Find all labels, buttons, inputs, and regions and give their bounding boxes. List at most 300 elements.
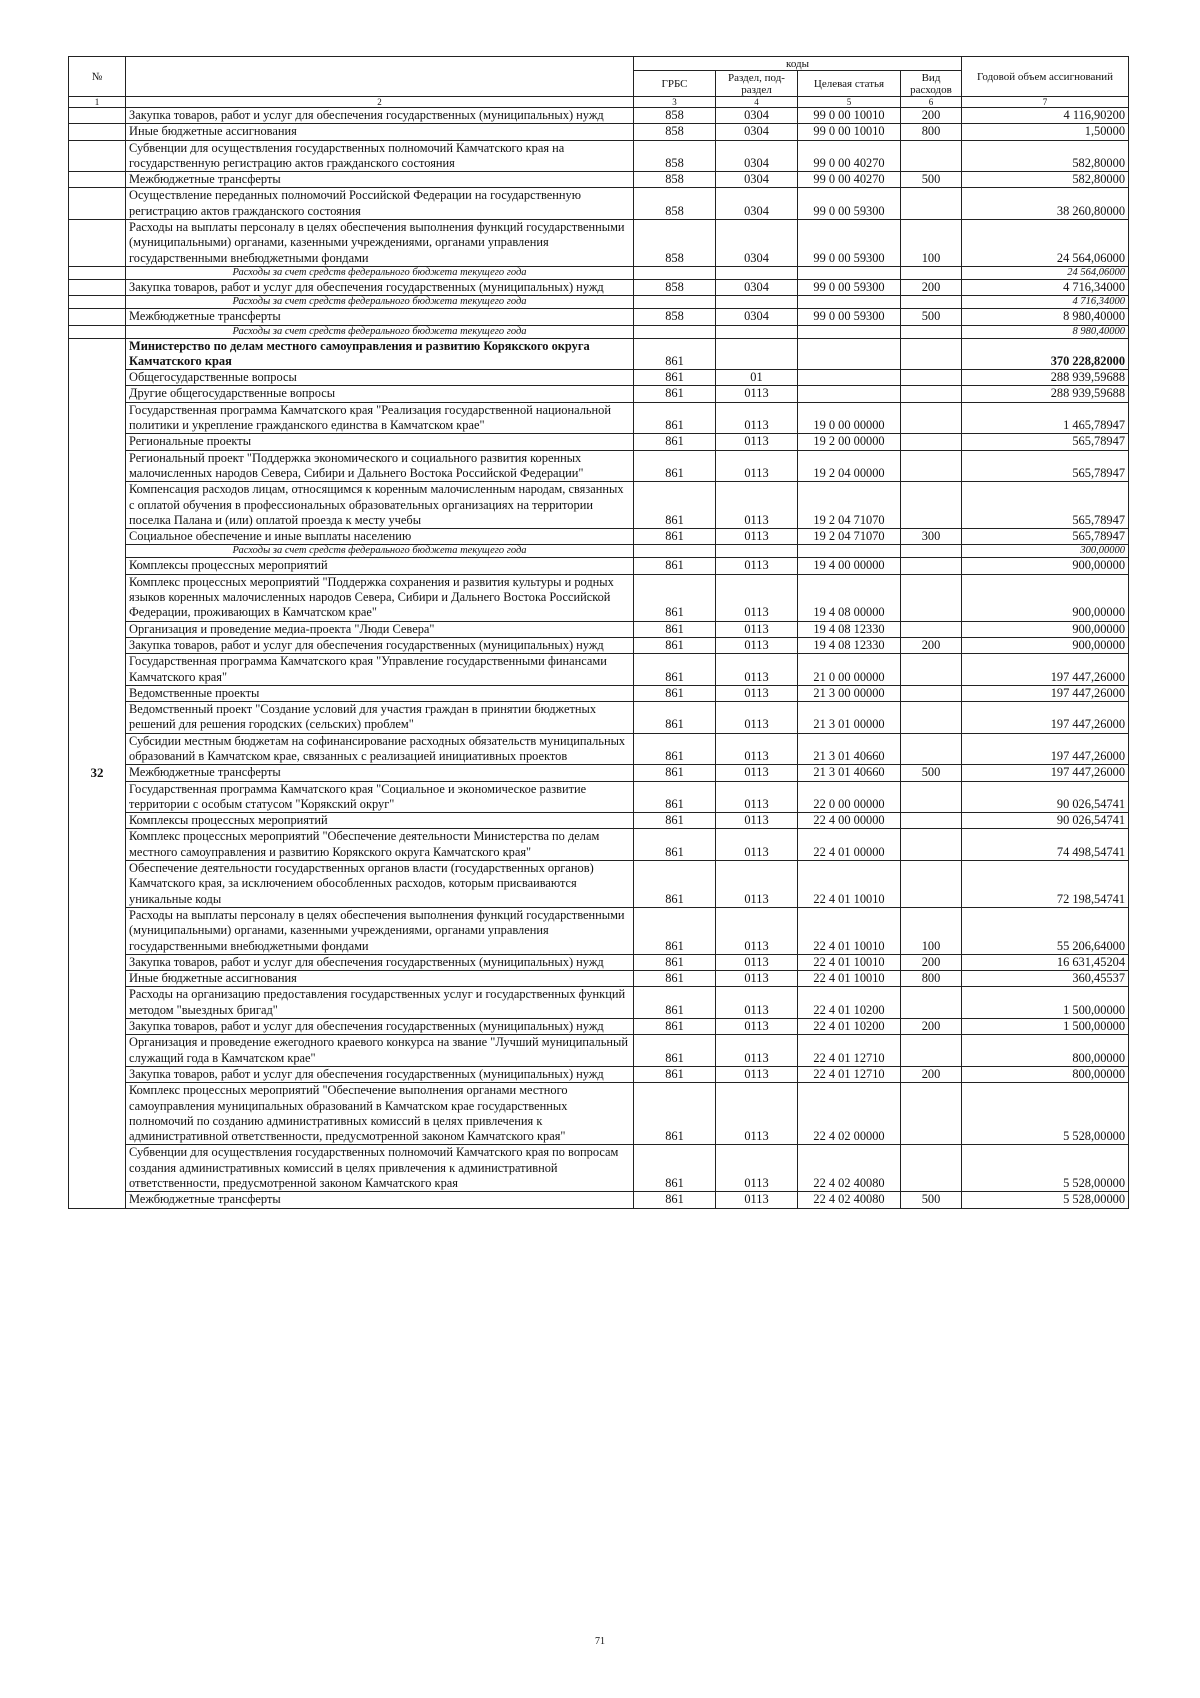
federal-funds-row: [69, 296, 1129, 309]
federal-funds-row: [69, 325, 1129, 338]
row-amount: 900,00000: [962, 558, 1129, 574]
row-grbs: 858: [634, 172, 716, 188]
row-razdel: 0113: [716, 1083, 798, 1145]
row-number-empty: [69, 296, 126, 309]
table-body: [69, 108, 1129, 1209]
row-name: Министерство по делам местного самоуправления и развитию Корякского округа Камчатского края: [126, 338, 634, 370]
row-razdel: [716, 545, 798, 558]
row-target-article: 99 0 00 59300: [798, 220, 901, 267]
row-amount: 90 026,54741: [962, 781, 1129, 813]
row-razdel: 0304: [716, 172, 798, 188]
row-target-article: 99 0 00 59300: [798, 279, 901, 295]
row-amount: 288 939,59688: [962, 386, 1129, 402]
federal-funds-row: [69, 545, 1129, 558]
col-name-header: [126, 57, 634, 97]
row-expense-type: [901, 1035, 962, 1067]
row-name: Расходы на выплаты персоналу в целях обеспечения выполнения функций государственными (муниципальными) органами, казенными учреждениями, органами управления государственными внебюджетными фондами: [126, 907, 634, 954]
row-amount: 197 447,26000: [962, 654, 1129, 686]
row-name: Общегосударственные вопросы: [126, 370, 634, 386]
table-row: [69, 1083, 1129, 1145]
row-grbs: 858: [634, 309, 716, 325]
row-target-article: 19 4 08 12330: [798, 637, 901, 653]
row-expense-type: 200: [901, 279, 962, 295]
row-amount: 1,50000: [962, 124, 1129, 140]
table-row: [69, 813, 1129, 829]
row-grbs: 861: [634, 637, 716, 653]
table-row: [69, 140, 1129, 172]
table-row: [69, 1145, 1129, 1192]
row-target-article: 22 4 01 10010: [798, 971, 901, 987]
table-row: [69, 987, 1129, 1019]
column-number: 6: [901, 97, 962, 108]
row-grbs: 861: [634, 861, 716, 908]
row-name: Комплекс процессных мероприятий "Обеспечение выполнения органами местного самоуправления муниципальных образований в Камчатском крае государственных полномочий по созданию административных комиссий в целях привлечения к административной ответственности, предусмотренной законом Камчатского края": [126, 1083, 634, 1145]
table-row: [69, 188, 1129, 220]
row-target-article: 21 3 00 00000: [798, 685, 901, 701]
column-number: 5: [798, 97, 901, 108]
row-name: Региональный проект "Поддержка экономического и социального развития коренных малочисленных народов Севера, Сибири и Дальнего Востока Российской Федерации": [126, 450, 634, 482]
row-target-article: 22 4 01 12710: [798, 1035, 901, 1067]
row-expense-type: [901, 1145, 962, 1192]
row-amount: 800,00000: [962, 1066, 1129, 1082]
table-row: [69, 108, 1129, 124]
row-expense-type: [901, 325, 962, 338]
table-row: [69, 907, 1129, 954]
row-grbs: 861: [634, 733, 716, 765]
table-row: [69, 220, 1129, 267]
row-grbs: [634, 296, 716, 309]
row-name: Закупка товаров, работ и услуг для обеспечения государственных (муниципальных) нужд: [126, 279, 634, 295]
table-row: [69, 482, 1129, 529]
row-amount: 1 500,00000: [962, 987, 1129, 1019]
row-amount: 800,00000: [962, 1035, 1129, 1067]
row-amount: 565,78947: [962, 529, 1129, 545]
row-grbs: 861: [634, 765, 716, 781]
row-razdel: 0113: [716, 702, 798, 734]
row-grbs: 861: [634, 781, 716, 813]
row-expense-type: [901, 545, 962, 558]
row-name: Расходы на выплаты персоналу в целях обеспечения выполнения функций государственными (муниципальными) органами, казенными учреждениями, органами управления государственными внебюджетными фондами: [126, 220, 634, 267]
row-razdel: 0113: [716, 558, 798, 574]
row-expense-type: [901, 861, 962, 908]
row-number-empty: [69, 309, 126, 325]
row-target-article: 22 4 00 00000: [798, 813, 901, 829]
row-razdel: 0113: [716, 813, 798, 829]
row-amount: 565,78947: [962, 434, 1129, 450]
row-grbs: 861: [634, 370, 716, 386]
row-grbs: 861: [634, 338, 716, 370]
table-row: [69, 954, 1129, 970]
row-target-article: 22 4 02 40080: [798, 1145, 901, 1192]
row-name: Комплексы процессных мероприятий: [126, 813, 634, 829]
table-row: [69, 434, 1129, 450]
row-amount: 197 447,26000: [962, 702, 1129, 734]
row-target-article: 22 4 01 10010: [798, 907, 901, 954]
row-expense-type: [901, 813, 962, 829]
row-target-article: 22 4 02 40080: [798, 1192, 901, 1208]
row-razdel: 0113: [716, 1035, 798, 1067]
row-name: Ведомственный проект "Создание условий для участия граждан в принятии бюджетных решений для решения городских (сельских) проблем": [126, 702, 634, 734]
row-razdel: 0304: [716, 140, 798, 172]
row-name: Комплексы процессных мероприятий: [126, 558, 634, 574]
table-row: [69, 558, 1129, 574]
row-grbs: [634, 266, 716, 279]
row-grbs: 861: [634, 654, 716, 686]
row-target-article: 99 0 00 10010: [798, 108, 901, 124]
row-grbs: 861: [634, 813, 716, 829]
table-row: [69, 1192, 1129, 1208]
budget-sheet: [68, 56, 1128, 1209]
row-name: Иные бюджетные ассигнования: [126, 971, 634, 987]
row-number-empty: [69, 325, 126, 338]
row-target-article: 19 2 00 00000: [798, 434, 901, 450]
row-expense-type: 100: [901, 907, 962, 954]
row-number-empty: [69, 108, 126, 124]
row-amount: 360,45537: [962, 971, 1129, 987]
row-grbs: 861: [634, 702, 716, 734]
row-grbs: 861: [634, 1019, 716, 1035]
row-name: Закупка товаров, работ и услуг для обеспечения государственных (муниципальных) нужд: [126, 108, 634, 124]
row-expense-type: 200: [901, 637, 962, 653]
row-grbs: 861: [634, 829, 716, 861]
row-expense-type: [901, 482, 962, 529]
row-name: Компенсация расходов лицам, относящимся к коренным малочисленным народам, связанных с оплатой обучения в профессиональных образовательных организациях на территории поселка Палана и (или) оплатой проезда к месту учебы: [126, 482, 634, 529]
row-name: Закупка товаров, работ и услуг для обеспечения государственных (муниципальных) нужд: [126, 637, 634, 653]
row-expense-type: [901, 733, 962, 765]
row-amount: 5 528,00000: [962, 1192, 1129, 1208]
row-razdel: 0304: [716, 279, 798, 295]
row-expense-type: [901, 386, 962, 402]
row-target-article: 19 2 04 00000: [798, 450, 901, 482]
row-grbs: 861: [634, 621, 716, 637]
row-expense-type: [901, 338, 962, 370]
row-amount: 16 631,45204: [962, 954, 1129, 970]
row-amount: 4 716,34000: [962, 296, 1129, 309]
row-amount: 197 447,26000: [962, 765, 1129, 781]
row-razdel: [716, 266, 798, 279]
row-expense-type: [901, 574, 962, 621]
row-number: 32: [69, 338, 126, 1208]
row-name: Субсидии местным бюджетам на софинансирование расходных обязательств муниципальных образований в Камчатском крае, связанных с реализацией инициативных проектов: [126, 733, 634, 765]
row-grbs: 861: [634, 1083, 716, 1145]
row-target-article: 22 4 01 10010: [798, 861, 901, 908]
row-grbs: 861: [634, 450, 716, 482]
row-target-article: 99 0 00 59300: [798, 188, 901, 220]
col-razdel-header: Раздел, под-раздел: [716, 71, 798, 97]
row-expense-type: [901, 558, 962, 574]
table-row: [69, 370, 1129, 386]
row-target-article: 99 0 00 10010: [798, 124, 901, 140]
row-amount: 55 206,64000: [962, 907, 1129, 954]
row-expense-type: 500: [901, 172, 962, 188]
row-amount: 582,80000: [962, 140, 1129, 172]
row-amount: 197 447,26000: [962, 685, 1129, 701]
row-target-article: 19 0 00 00000: [798, 402, 901, 434]
row-grbs: 861: [634, 1192, 716, 1208]
row-expense-type: [901, 140, 962, 172]
row-name: Расходы за счет средств федерального бюджета текущего года: [126, 296, 634, 309]
table-row: [69, 309, 1129, 325]
row-expense-type: [901, 987, 962, 1019]
row-expense-type: 800: [901, 971, 962, 987]
row-amount: 8 980,40000: [962, 309, 1129, 325]
row-razdel: 0113: [716, 450, 798, 482]
row-grbs: 861: [634, 482, 716, 529]
row-razdel: 0304: [716, 309, 798, 325]
page-number: 71: [595, 1636, 605, 1647]
row-razdel: 01: [716, 370, 798, 386]
row-razdel: 0113: [716, 1192, 798, 1208]
row-grbs: 858: [634, 188, 716, 220]
row-number-empty: [69, 188, 126, 220]
row-target-article: 19 2 04 71070: [798, 529, 901, 545]
row-target-article: [798, 370, 901, 386]
row-expense-type: 200: [901, 1019, 962, 1035]
row-name: Расходы на организацию предоставления государственных услуг и государственных функций методом "выездных бригад": [126, 987, 634, 1019]
row-expense-type: [901, 266, 962, 279]
table-row: [69, 781, 1129, 813]
table-row: [69, 1019, 1129, 1035]
table-row: [69, 1066, 1129, 1082]
row-grbs: 861: [634, 987, 716, 1019]
row-target-article: 21 3 01 40660: [798, 733, 901, 765]
row-name: Закупка товаров, работ и услуг для обеспечения государственных (муниципальных) нужд: [126, 954, 634, 970]
row-name: Иные бюджетные ассигнования: [126, 124, 634, 140]
row-amount: 197 447,26000: [962, 733, 1129, 765]
row-razdel: 0113: [716, 765, 798, 781]
row-target-article: [798, 325, 901, 338]
row-amount: 5 528,00000: [962, 1083, 1129, 1145]
row-name: Государственная программа Камчатского края "Управление государственными финансами Камчатского края": [126, 654, 634, 686]
row-amount: 900,00000: [962, 637, 1129, 653]
row-name: Осуществление переданных полномочий Российской Федерации на государственную регистрацию актов гражданского состояния: [126, 188, 634, 220]
row-number-empty: [69, 279, 126, 295]
row-grbs: 861: [634, 558, 716, 574]
column-numbers-row: [69, 97, 1129, 108]
row-expense-type: [901, 188, 962, 220]
table-row: [69, 172, 1129, 188]
row-expense-type: [901, 450, 962, 482]
row-name: Государственная программа Камчатского края "Реализация государственной национальной политики и укрепление гражданского единства в Камчатском крае": [126, 402, 634, 434]
row-razdel: 0113: [716, 654, 798, 686]
row-grbs: [634, 325, 716, 338]
row-name: Расходы за счет средств федерального бюджета текущего года: [126, 545, 634, 558]
row-grbs: 861: [634, 574, 716, 621]
row-target-article: [798, 296, 901, 309]
row-grbs: 861: [634, 1035, 716, 1067]
column-number: 1: [69, 97, 126, 108]
row-grbs: 861: [634, 907, 716, 954]
table-row: [69, 1035, 1129, 1067]
row-razdel: 0113: [716, 987, 798, 1019]
row-grbs: 861: [634, 954, 716, 970]
col-no-header: №: [69, 57, 126, 97]
row-target-article: [798, 545, 901, 558]
row-grbs: 861: [634, 971, 716, 987]
col-grbs-header: ГРБС: [634, 71, 716, 97]
row-name: Субвенции для осуществления государственных полномочий Камчатского края по вопросам создания административных комиссий в целях привлечения к административной ответственности, предусмотренной законом Камчатского края: [126, 1145, 634, 1192]
row-grbs: 858: [634, 108, 716, 124]
row-razdel: 0113: [716, 861, 798, 908]
row-target-article: 99 0 00 40270: [798, 172, 901, 188]
column-number: 3: [634, 97, 716, 108]
row-name: Закупка товаров, работ и услуг для обеспечения государственных (муниципальных) нужд: [126, 1066, 634, 1082]
row-grbs: 861: [634, 529, 716, 545]
row-amount: 72 198,54741: [962, 861, 1129, 908]
codes-header: коды: [634, 57, 962, 71]
row-razdel: 0113: [716, 1066, 798, 1082]
budget-table: [68, 56, 1129, 1209]
table-row: [69, 402, 1129, 434]
row-amount: 900,00000: [962, 621, 1129, 637]
row-expense-type: [901, 829, 962, 861]
row-name: Межбюджетные трансферты: [126, 1192, 634, 1208]
col-cs-header: Целевая статья: [798, 71, 901, 97]
table-row: [69, 574, 1129, 621]
table-row: [69, 279, 1129, 295]
row-target-article: 19 4 00 00000: [798, 558, 901, 574]
row-grbs: [634, 545, 716, 558]
table-row: [69, 829, 1129, 861]
row-number-empty: [69, 220, 126, 267]
row-razdel: 0304: [716, 220, 798, 267]
table-row: [69, 338, 1129, 370]
row-razdel: 0113: [716, 434, 798, 450]
row-razdel: 0113: [716, 574, 798, 621]
row-razdel: 0113: [716, 637, 798, 653]
row-target-article: 22 4 01 00000: [798, 829, 901, 861]
row-expense-type: [901, 434, 962, 450]
row-expense-type: 500: [901, 309, 962, 325]
row-target-article: 22 4 01 10200: [798, 987, 901, 1019]
row-target-article: [798, 386, 901, 402]
row-name: Государственная программа Камчатского края "Социальное и экономическое развитие территории с особым статусом "Корякский округ": [126, 781, 634, 813]
row-expense-type: [901, 1083, 962, 1145]
row-name: Закупка товаров, работ и услуг для обеспечения государственных (муниципальных) нужд: [126, 1019, 634, 1035]
row-razdel: 0113: [716, 386, 798, 402]
row-grbs: 861: [634, 1145, 716, 1192]
col-vr-header: Вид расходов: [901, 71, 962, 97]
row-amount: 565,78947: [962, 450, 1129, 482]
federal-funds-row: [69, 266, 1129, 279]
row-name: Обеспечение деятельности государственных органов власти (государственных органов) Камчатского края, за исключением обособленных расходов, которым присваиваются уникальные коды: [126, 861, 634, 908]
row-name: Комплекс процессных мероприятий "Обеспечение деятельности Министерства по делам местного самоуправления и развитию Корякского округа Камчатского края": [126, 829, 634, 861]
row-name: Расходы за счет средств федерального бюджета текущего года: [126, 266, 634, 279]
row-name: Организация и проведение ежегодного краевого конкурса на звание "Лучший муниципальный служащий года в Камчатском крае": [126, 1035, 634, 1067]
row-expense-type: [901, 702, 962, 734]
row-razdel: 0113: [716, 1145, 798, 1192]
row-number-empty: [69, 124, 126, 140]
row-amount: 300,00000: [962, 545, 1129, 558]
row-target-article: 21 3 01 40660: [798, 765, 901, 781]
row-amount: 90 026,54741: [962, 813, 1129, 829]
row-target-article: 19 2 04 71070: [798, 482, 901, 529]
row-razdel: 0113: [716, 954, 798, 970]
row-name: Комплекс процессных мероприятий "Поддержка сохранения и развития культуры и родных языков коренных малочисленных народов Севера, Сибири и Дальнего Востока Российской Федерации, проживающих в Камчатском крае": [126, 574, 634, 621]
column-number: 2: [126, 97, 634, 108]
row-expense-type: 200: [901, 108, 962, 124]
row-target-article: 22 4 01 10200: [798, 1019, 901, 1035]
row-target-article: 22 4 01 10010: [798, 954, 901, 970]
row-razdel: [716, 296, 798, 309]
row-expense-type: [901, 621, 962, 637]
table-row: [69, 733, 1129, 765]
row-grbs: 861: [634, 386, 716, 402]
table-row: [69, 702, 1129, 734]
table-row: [69, 637, 1129, 653]
table-row: [69, 529, 1129, 545]
row-expense-type: 500: [901, 1192, 962, 1208]
row-target-article: 22 4 01 12710: [798, 1066, 901, 1082]
row-number-empty: [69, 266, 126, 279]
row-amount: 900,00000: [962, 574, 1129, 621]
col-amount-header: Годовой объем ассигнований: [962, 57, 1129, 97]
row-razdel: 0113: [716, 907, 798, 954]
row-expense-type: [901, 685, 962, 701]
row-razdel: 0113: [716, 829, 798, 861]
row-razdel: 0113: [716, 781, 798, 813]
row-grbs: 858: [634, 279, 716, 295]
row-name: Межбюджетные трансферты: [126, 309, 634, 325]
row-razdel: 0113: [716, 529, 798, 545]
row-amount: 5 528,00000: [962, 1145, 1129, 1192]
row-amount: 24 564,06000: [962, 220, 1129, 267]
row-razdel: 0304: [716, 188, 798, 220]
row-name: Социальное обеспечение и иные выплаты населению: [126, 529, 634, 545]
row-amount: 288 939,59688: [962, 370, 1129, 386]
column-number: 4: [716, 97, 798, 108]
row-razdel: 0304: [716, 108, 798, 124]
row-amount: 74 498,54741: [962, 829, 1129, 861]
row-name: Ведомственные проекты: [126, 685, 634, 701]
row-number-empty: [69, 140, 126, 172]
row-razdel: 0113: [716, 1019, 798, 1035]
table-row: [69, 861, 1129, 908]
row-target-article: 22 0 00 00000: [798, 781, 901, 813]
row-razdel: [716, 338, 798, 370]
row-target-article: 19 4 08 12330: [798, 621, 901, 637]
row-expense-type: [901, 781, 962, 813]
row-grbs: 861: [634, 402, 716, 434]
row-target-article: [798, 266, 901, 279]
row-grbs: 858: [634, 124, 716, 140]
row-grbs: 861: [634, 434, 716, 450]
row-target-article: 21 0 00 00000: [798, 654, 901, 686]
table-row: [69, 971, 1129, 987]
row-razdel: 0113: [716, 971, 798, 987]
row-razdel: 0113: [716, 402, 798, 434]
row-expense-type: 500: [901, 765, 962, 781]
row-razdel: [716, 325, 798, 338]
row-target-article: [798, 338, 901, 370]
table-row: [69, 450, 1129, 482]
row-grbs: 858: [634, 140, 716, 172]
row-name: Региональные проекты: [126, 434, 634, 450]
row-name: Межбюджетные трансферты: [126, 765, 634, 781]
row-expense-type: 200: [901, 954, 962, 970]
table-row: [69, 654, 1129, 686]
row-expense-type: [901, 402, 962, 434]
row-amount: 582,80000: [962, 172, 1129, 188]
row-expense-type: 800: [901, 124, 962, 140]
row-amount: 4 116,90200: [962, 108, 1129, 124]
row-amount: 24 564,06000: [962, 266, 1129, 279]
row-amount: 1 465,78947: [962, 402, 1129, 434]
row-razdel: 0113: [716, 482, 798, 529]
row-razdel: 0304: [716, 124, 798, 140]
row-grbs: 861: [634, 1066, 716, 1082]
row-target-article: 21 3 01 00000: [798, 702, 901, 734]
